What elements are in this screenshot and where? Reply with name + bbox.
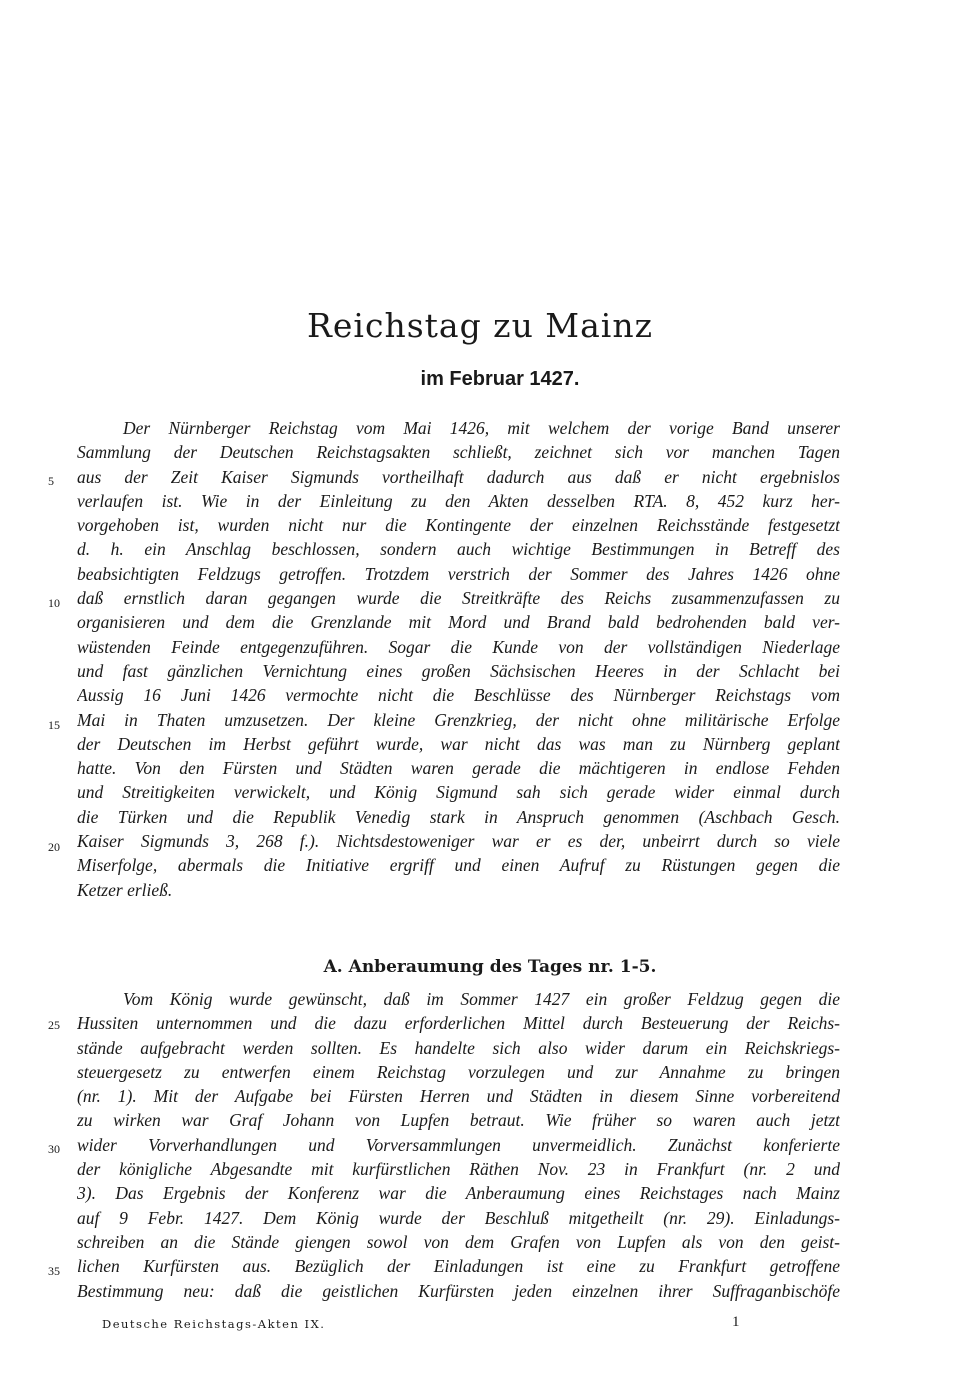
text-line: der Deutschen im Herbst geführt wurde, war nicht das was man zu Nürnberg geplant bbox=[77, 733, 840, 754]
text-line: beabsichtigten Feldzugs getroffen. Trotzdem verstrich der Sommer des Jahres 1426 ohne bbox=[77, 563, 840, 584]
text-line: schreiben an die Stände giengen sowol von dem Grafen von Lupfen als von den geist- bbox=[77, 1231, 840, 1252]
text-line: die Türken und die Republik Venedig stark in Anspruch genommen (Aschbach Gesch. bbox=[77, 806, 840, 827]
text-line: Hussiten unternommen und die dazu erforderlichen Mittel durch Besteuerung der Reichs- bbox=[77, 1013, 840, 1034]
text-line: verlaufen ist. Wie in der Einleitung zu den Akten desselben RTA. 8, 452 kurz her- bbox=[77, 490, 840, 511]
line-number: 25 bbox=[48, 1018, 60, 1032]
line-number: 30 bbox=[48, 1142, 60, 1156]
line-number: 15 bbox=[48, 718, 60, 732]
text-line: Sammlung der Deutschen Reichstagsakten schließt, zeichnet sich vor manchen Tagen bbox=[77, 442, 840, 463]
page-title: Reichstag zu Mainz bbox=[307, 306, 653, 345]
text-line: steuergesetz zu entwerfen einem Reichstag vorzulegen und zur Annahme zu bringen bbox=[77, 1061, 840, 1082]
text-line: und Streitigkeiten verwickelt, und König Sigmund sah sich gerade wider einmal durch bbox=[77, 782, 840, 803]
text-line: 3). Das Ergebnis der Konferenz war die Anberaumung eines Reichstages nach Mainz bbox=[77, 1183, 840, 1204]
text-line: Miserfolge, abermals die Initiative ergriff und einen Aufruf zu Rüstungen gegen die bbox=[77, 855, 840, 876]
text-line: wüstenden Feinde entgegenzuführen. Sogar die Kunde von der vollständigen Niederlage bbox=[77, 636, 840, 657]
text-line: (nr. 1). Mit der Aufgabe bei Fürsten Herren und Städten in diesem Sinne vorbereitend bbox=[77, 1086, 840, 1107]
section-paragraph bbox=[77, 987, 840, 1303]
page-subtitle: im Februar 1427. bbox=[420, 368, 580, 390]
line-number: 20 bbox=[48, 840, 60, 854]
text-line: auf 9 Febr. 1427. Dem König wurde der Beschluß mitgetheilt (nr. 29). Einladungs- bbox=[77, 1207, 840, 1228]
text-line: Ketzer erließ. bbox=[77, 879, 173, 900]
text-line: Kaiser Sigmunds 3, 268 f.). Nichtsdestoweniger war er es der, unbeirrt durch so viele bbox=[77, 831, 840, 852]
text-line: hatte. Von den Fürsten und Städten waren gerade die mächtigeren in endlose Fehden bbox=[77, 758, 840, 779]
text-line: Mai in Thaten umzusetzen. Der kleine Grenzkrieg, der nicht ohne militärische Erfolge bbox=[77, 709, 840, 730]
text-line: organisieren und dem die Grenzlande mit Mord und Brand bald bedrohenden bald ver- bbox=[77, 612, 840, 633]
text-line: d. h. ein Anschlag beschlossen, sondern auch wichtige Bestimmungen in Betreff des bbox=[77, 539, 840, 560]
text-line: Aussig 16 Juni 1426 vermochte nicht die Beschlüsse des Nürnberger Reichstags vom bbox=[77, 685, 840, 706]
footer-signature: Deutsche Reichstags-Akten IX. bbox=[102, 1317, 326, 1331]
text-line: zu wirken war Graf Johann von Lupfen betraut. Wie früher so waren auch jetzt bbox=[77, 1110, 840, 1131]
text-line: Der Nürnberger Reichstag vom Mai 1426, mit welchem der vorige Band unserer bbox=[123, 418, 840, 438]
text-line: aus der Zeit Kaiser Sigmunds vortheilhaft dadurch aus daß er nicht ergebnislos bbox=[77, 466, 840, 487]
text-line: Bestimmung neu: daß die geistlichen Kurfürsten jeden einzelnen ihrer Suffraganbischöfe bbox=[77, 1280, 840, 1301]
line-number: 5 bbox=[48, 474, 54, 488]
page-number: 1 bbox=[732, 1314, 740, 1330]
text-line: und fast gänzlichen Vernichtung eines großen Sächsischen Heeres in der Schlacht bei bbox=[77, 660, 840, 681]
text-line: daß ernstlich daran gegangen wurde die Streitkräfte des Reichs zusammenzufassen zu bbox=[77, 588, 840, 609]
text-line: wider Vorverhandlungen und Vorversammlungen unvermeidlich. Zunächst konferierte bbox=[77, 1134, 840, 1155]
text-line: der königliche Abgesandte mit kurfürstlichen Räthen Nov. 23 in Frankfurt (nr. 2 und bbox=[77, 1159, 840, 1180]
text-line: Vom König wurde gewünscht, daß im Sommer 1427 ein großer Feldzug gegen die bbox=[123, 989, 840, 1009]
section-heading: A. Anberaumung des Tages nr. 1-5. bbox=[323, 957, 657, 977]
intro-paragraph bbox=[77, 416, 840, 902]
line-number: 35 bbox=[48, 1264, 60, 1278]
text-line: vorgehoben ist, wurden nicht nur die Kontingente der einzelnen Reichsstände festgesetzt bbox=[77, 515, 840, 536]
line-number: 10 bbox=[48, 596, 60, 610]
text-line: stände aufgebracht werden sollten. Es handelte sich also wider darum ein Reichskriegs- bbox=[77, 1037, 840, 1058]
text-line: lichen Kurfürsten aus. Bezüglich der Einladungen ist eine zu Frankfurt getroffene bbox=[77, 1256, 840, 1277]
